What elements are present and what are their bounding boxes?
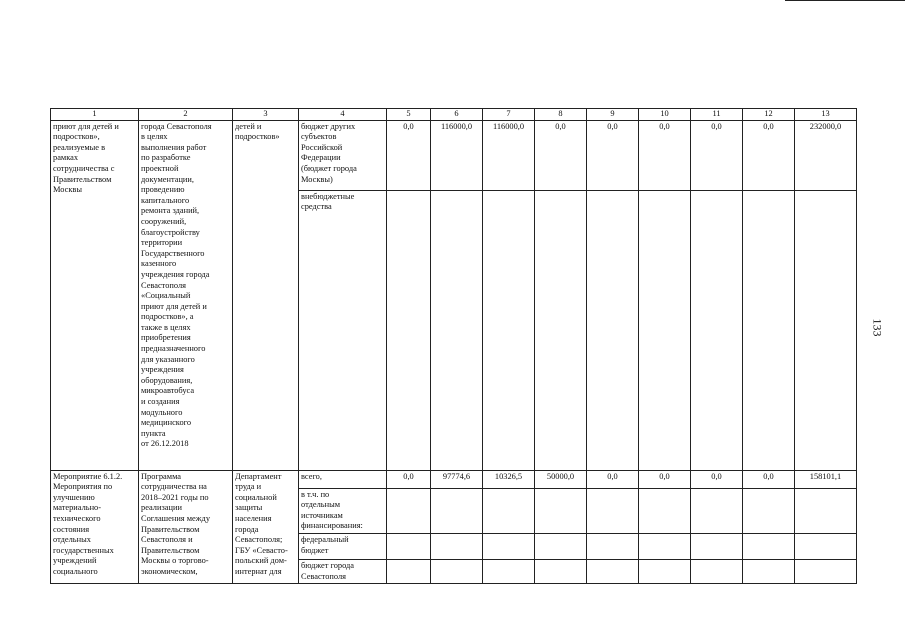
- value-cell: [691, 533, 743, 559]
- value-cell: [483, 559, 535, 583]
- value-cell: [639, 559, 691, 583]
- funding-source-cell: федеральный бюджет: [299, 533, 387, 559]
- value-cell: [743, 190, 795, 470]
- value-cell: [587, 533, 639, 559]
- column-number: 3: [233, 109, 299, 121]
- column-number: 7: [483, 109, 535, 121]
- value-cell: [587, 190, 639, 470]
- funding-source-cell: всего,: [299, 470, 387, 488]
- value-cell: 116000,0: [483, 120, 535, 190]
- funding-source-cell: в т.ч. по отдельным источникам финансирования:: [299, 488, 387, 533]
- value-cell: [743, 488, 795, 533]
- value-cell: [795, 533, 857, 559]
- value-cell: [639, 533, 691, 559]
- value-cell: [639, 488, 691, 533]
- value-cell: 0,0: [743, 470, 795, 488]
- column-number: 10: [639, 109, 691, 121]
- value-cell: [743, 533, 795, 559]
- value-cell: [691, 488, 743, 533]
- value-cell: [587, 488, 639, 533]
- value-cell: 0,0: [587, 120, 639, 190]
- column-number: 2: [139, 109, 233, 121]
- activity-name-cell: Мероприятие 6.1.2. Мероприятия по улучшению материально- технического состояния отдельных государственных учреждений социального: [51, 470, 139, 584]
- value-cell: [535, 559, 587, 583]
- funding-source-cell: внебюджетные средства: [299, 190, 387, 470]
- value-cell: [691, 559, 743, 583]
- value-cell: [743, 559, 795, 583]
- value-cell: 0,0: [691, 470, 743, 488]
- value-cell: [387, 533, 431, 559]
- value-cell: [431, 190, 483, 470]
- value-cell: [587, 559, 639, 583]
- value-cell: 0,0: [691, 120, 743, 190]
- value-cell: [795, 488, 857, 533]
- page-number: 133: [870, 318, 885, 337]
- value-cell: 116000,0: [431, 120, 483, 190]
- column-number: 5: [387, 109, 431, 121]
- value-cell: 0,0: [743, 120, 795, 190]
- value-cell: [483, 488, 535, 533]
- program-cell: Программа сотрудничества на 2018–2021 годы по реализации Соглашения между Правительством Севастополя и Правительством Москвы о торгово- экономическом,: [139, 470, 233, 584]
- value-cell: [535, 533, 587, 559]
- program-cell: города Севастополя в целях выполнения работ по разработке проектной документации, проведению капитального ремонта зданий, сооружений, благоустройству территории Государственного казенного учреждения города Севастополя «Социальный приют для детей и подростков», а также в целях приобретения предназначенного для указанного учреждения оборудования, микроавтобуса и создания модульного медицинского пункта от 26.12.2018: [139, 120, 233, 470]
- value-cell: 158101,1: [795, 470, 857, 488]
- value-cell: 0,0: [639, 120, 691, 190]
- value-cell: [483, 533, 535, 559]
- column-number: 9: [587, 109, 639, 121]
- value-cell: [639, 190, 691, 470]
- value-cell: 232000,0: [795, 120, 857, 190]
- value-cell: 0,0: [639, 470, 691, 488]
- value-cell: 97774,6: [431, 470, 483, 488]
- executor-cell: детей и подростков»: [233, 120, 299, 470]
- executor-cell: Департамент труда и социальной защиты населения города Севастополя; ГБУ «Севасто- польский дом- интернат для: [233, 470, 299, 584]
- value-cell: 0,0: [387, 470, 431, 488]
- column-number: 4: [299, 109, 387, 121]
- value-cell: 10326,5: [483, 470, 535, 488]
- value-cell: [431, 488, 483, 533]
- column-number: 13: [795, 109, 857, 121]
- table-row: [51, 120, 857, 190]
- value-cell: [535, 488, 587, 533]
- value-cell: [795, 559, 857, 583]
- value-cell: [483, 190, 535, 470]
- table-row: [51, 470, 857, 488]
- value-cell: [387, 559, 431, 583]
- budget-table: [50, 108, 857, 584]
- column-number: 12: [743, 109, 795, 121]
- activity-name-cell: приют для детей и подростков», реализуемые в рамках сотрудничества с Правительством Москвы: [51, 120, 139, 470]
- column-number: 1: [51, 109, 139, 121]
- column-number: 11: [691, 109, 743, 121]
- value-cell: [431, 533, 483, 559]
- column-number: 8: [535, 109, 587, 121]
- value-cell: [387, 488, 431, 533]
- value-cell: [387, 190, 431, 470]
- value-cell: [431, 559, 483, 583]
- column-number: 6: [431, 109, 483, 121]
- value-cell: 50000,0: [535, 470, 587, 488]
- value-cell: [691, 190, 743, 470]
- funding-source-cell: бюджет города Севастополя: [299, 559, 387, 583]
- value-cell: [535, 190, 587, 470]
- value-cell: 0,0: [535, 120, 587, 190]
- top-rule: [785, 0, 905, 1]
- value-cell: 0,0: [587, 470, 639, 488]
- value-cell: 0,0: [387, 120, 431, 190]
- column-number-row: [51, 109, 857, 121]
- funding-source-cell: бюджет других субъектов Российской Федерации (бюджет города Москвы): [299, 120, 387, 190]
- value-cell: [795, 190, 857, 470]
